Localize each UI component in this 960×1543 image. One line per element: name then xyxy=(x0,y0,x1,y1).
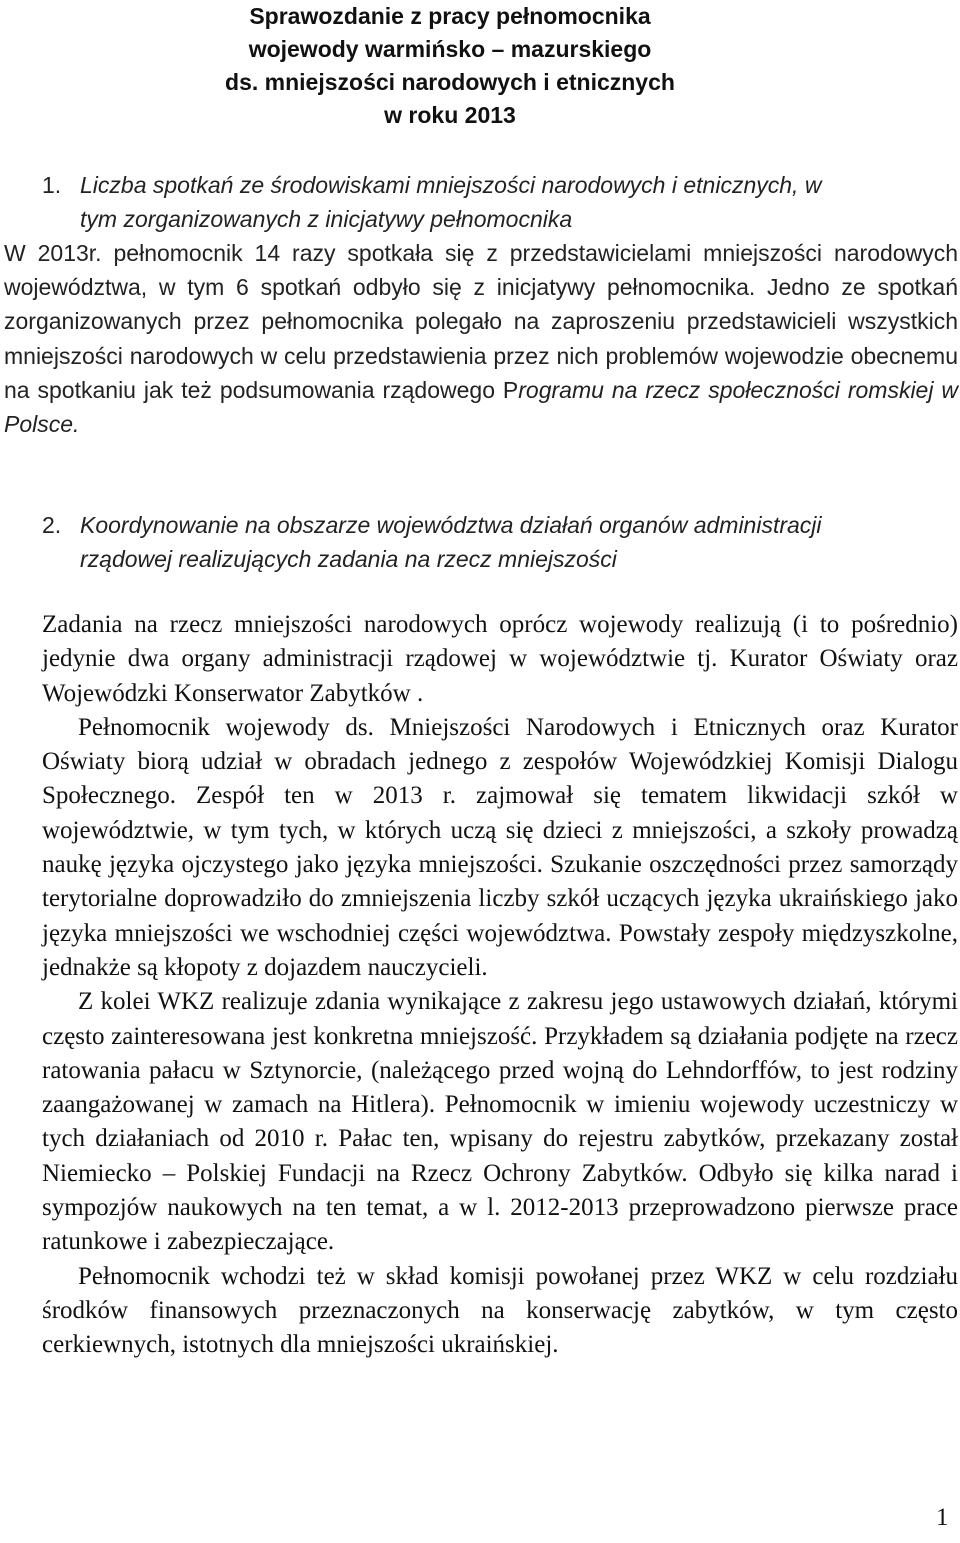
section-2-paragraph-2: Pełnomocnik wojewody ds. Mniejszości Narodowych i Etnicznych oraz Kurator Oświaty biorą udział w obradach jednego z zespołów Wojewódzkiej Komisji Dialogu Społecznego. Zespół ten w 2013 r. zajmował się tematem likwidacji szkół w województwie, w tym tych, w których uczą się dzieci z mniejszości, a szkoły prowadzą naukę języka ojczystego jako języka mniejszości. Szukanie oszczędności przez samorządy terytorialne doprowadziło do zmniejszenia liczby szkół uczących języka ukraińskiego jako języka mniejszości we wschodniej części województwa. Powstały zespoły międzyszkolne, jednakże są kłopoty z dojazdem nauczycieli. xyxy=(42,713,958,981)
page-number: 1 xyxy=(936,1504,949,1531)
section-1-body-text: W 2013r. pełnomocnik 14 razy spotkała się z przedstawicielami mniejszości narodowych województwa, w tym 6 spotkań odbyło się z inicjatywy pełnomocnika. Jedno ze spotkań zorganizowanych przez pełnomocnika polegało na zaproszeniu przedstawicieli wszystkich mniejszości narodowych w celu przedstawienia przez nich problemów wojewodzie obecnemu na spotkaniu jak też podsumowania rządowego P xyxy=(4,240,958,403)
section-2-paragraph-4: Pełnomocnik wchodzi też w skład komisji powołanej przez WKZ w celu rozdziału środków finansowych przeznaczonych na konserwację zabytków, w tym często cerkiewnych, istotnych dla mniejszości ukraińskiej. xyxy=(42,1262,958,1359)
section-1-number: 1. xyxy=(42,172,62,198)
section-2-paragraph-1: Zadania na rzecz mniejszości narodowych oprócz wojewody realizują (i to pośrednio) jedynie dwa organy administracji rządowej w województwie tj. Kurator Oświaty oraz Wojewódzki Konserwator Zabytków . xyxy=(42,611,958,707)
section-2-paragraph-3: Z kolei WKZ realizuje zdania wynikające z zakresu jego ustawowych działań, którymi często zainteresowana jest konkretna mniejszość. Przykładem są działania podjęte na rzecz ratowania pałacu w Sztynorcie, (należącego przed wojną do Lehndorffów, to jest rodziny zaangażowanej w zamach na Hitlera). Pełnomocnik w imieniu wojewody uczestniczy w tych działaniach od 2010 r. Pałac ten, wpisany do rejestru zabytków, przekazany został Niemiecko – Polskiej Fundacji na Rzecz Ochrony Zabytków. Odbyło się kilka narad i sympozjów naukowych na ten temat, a w l. 2012-2013 przeprowadzono pierwsze prace ratunkowe i zabezpieczające. xyxy=(42,988,958,1256)
title-line-2: wojewody warmińsko – mazurskiego xyxy=(248,36,652,62)
section-1-heading-line-2: tym zorganizowanych z inicjatywy pełnomocnika xyxy=(80,206,573,232)
section-2-body xyxy=(42,608,958,1363)
title-line-4: w roku 2013 xyxy=(384,102,516,128)
section-1-heading xyxy=(42,168,958,236)
title-line-3: ds. mniejszości narodowych i etnicznych xyxy=(225,69,675,95)
section-1-body-italic: rogramu na rzecz społeczności romskiej w Polsce. xyxy=(4,376,958,438)
section-2-number: 2. xyxy=(42,512,62,538)
section-1-heading-line-1: Liczba spotkań ze środowiskami mniejszości narodowych i etnicznych, w xyxy=(80,172,822,198)
section-1-body xyxy=(4,236,958,441)
document-title xyxy=(0,0,960,132)
section-2-heading-line-1: Koordynowanie na obszarze województwa działań organów administracji xyxy=(80,512,822,538)
title-line-1: Sprawozdanie z pracy pełnomocnika xyxy=(249,3,651,29)
section-2-heading xyxy=(42,508,958,576)
section-2-heading-line-2: rządowej realizujących zadania na rzecz mniejszości xyxy=(80,546,617,572)
